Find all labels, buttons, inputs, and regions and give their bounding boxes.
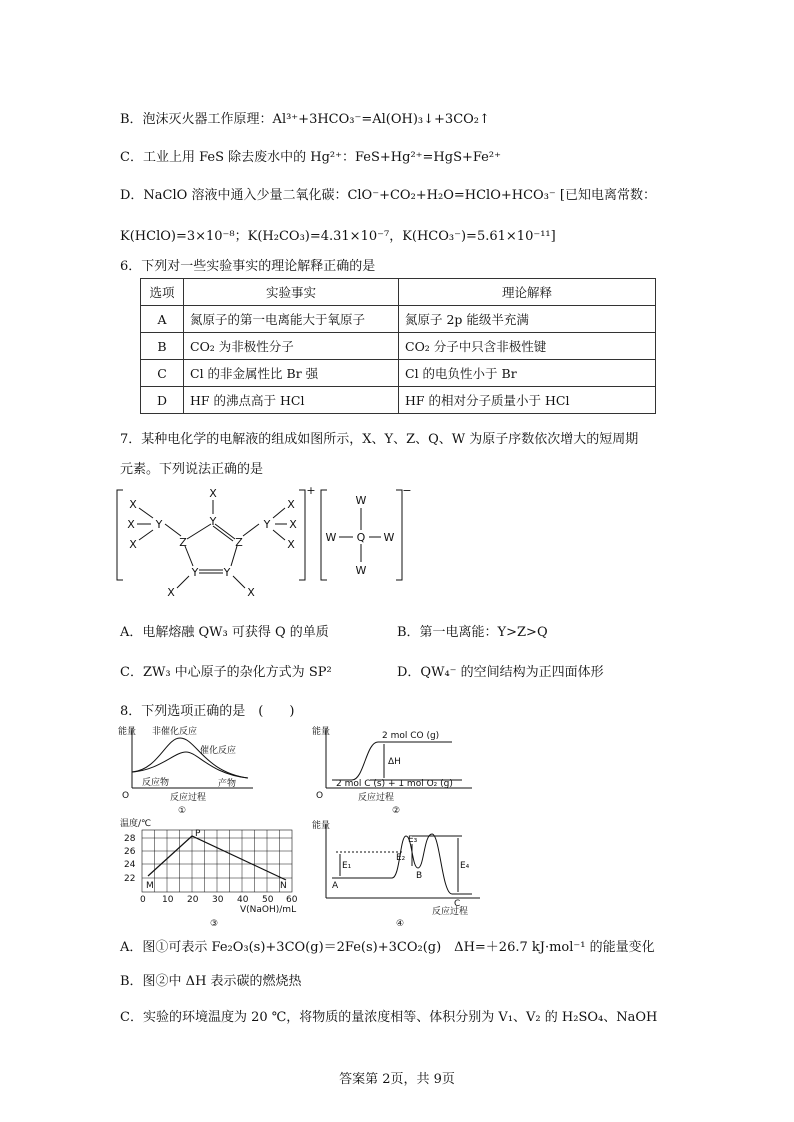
table-cell: CO₂ 为非极性分子 [184, 333, 399, 360]
fig4-e3: E₃ [408, 835, 418, 845]
ionic-liquid-structure [115, 484, 415, 602]
table-cell: C [141, 360, 184, 387]
fig3-xlabel: V(NaOH)/mL [240, 905, 297, 915]
fig3-xtick: 30 [212, 895, 224, 905]
atom-x: X [127, 518, 135, 531]
fig1-ylabel: 能量 [118, 727, 137, 737]
q6-table [140, 278, 656, 414]
table-header: 选项 [141, 279, 184, 306]
figure-2-combustion [312, 720, 492, 815]
fig2-dh: ΔH [388, 757, 401, 767]
fig4-point-c: C [454, 899, 461, 909]
fig3-point-m: M [146, 881, 154, 891]
option-b-line: B．泡沫灭火器工作原理：Al³⁺+3HCO₃⁻=Al(OH)₃↓+3CO₂↑ [120, 112, 490, 127]
q7-stem-line1: 7．某种电化学的电解液的组成如图所示，X、Y、Z、Q、W 为原子序数依次增大的短周期 [120, 432, 639, 447]
fig1-reactant: 反应物 [142, 778, 170, 788]
fig3-ylabel: 温度/℃ [120, 819, 152, 829]
fig3-point-p: P [195, 829, 201, 839]
fig3-ytick: 24 [124, 860, 136, 870]
table-header: 实验事实 [184, 279, 399, 306]
fig3-xtick: 40 [237, 895, 249, 905]
fig2-bottom-label: 2 mol C (s) + 1 mol O₂ (g) [336, 779, 453, 789]
option-d-line: D．NaClO 溶液中通入少量二氧化碳：ClO⁻+CO₂+H₂O=HClO+HCO₃⁻ [已知电离常数： [120, 188, 656, 203]
q8-option-a: A．图①可表示 Fe₂O₃(s)+3CO(g)＝2Fe(s)+3CO₂(g) ΔH=＋26.7 kJ·mol⁻¹ 的能量变化 [120, 940, 655, 955]
fig3-number: ③ [210, 919, 219, 928]
fig4-e2: E₂ [396, 853, 406, 863]
table-cell: 氮原子 2p 能级半充满 [399, 306, 656, 333]
q8-stem: 8．下列选项正确的是 ( ) [120, 704, 295, 719]
table-header: 理论解释 [399, 279, 656, 306]
fig2-ylabel: 能量 [312, 727, 331, 737]
atom-x: X [287, 498, 295, 511]
anion-charge: − [402, 484, 412, 497]
table-cell: HF 的相对分子质量小于 HCl [399, 387, 656, 414]
atom-x: X [209, 487, 217, 500]
q6-stem: 6．下列对一些实验事实的理论解释正确的是 [120, 259, 376, 274]
atom-w: W [355, 494, 367, 507]
table-cell: HF 的沸点高于 HCl [184, 387, 399, 414]
figure-4-energy-profile [312, 816, 492, 928]
atom-x: X [289, 518, 297, 531]
atom-x: X [129, 498, 137, 511]
fig3-ytick: 22 [124, 874, 136, 884]
fig1-origin: O [122, 791, 130, 801]
cation-charge: + [306, 484, 316, 497]
atom-q: Q [356, 531, 366, 544]
atom-x: X [287, 538, 295, 551]
fig1-number: ① [178, 806, 187, 815]
fig2-top-label: 2 mol CO (g) [382, 731, 440, 741]
figure-1-catalysis [118, 720, 268, 815]
q7-option-d: D．QW₄⁻ 的空间结构为正四面体形 [397, 665, 604, 680]
q7-option-b: B．第一电离能：Y>Z>Q [397, 625, 548, 640]
q7-option-a: A．电解熔融 QW₃ 可获得 Q 的单质 [120, 625, 329, 640]
fig4-ylabel: 能量 [312, 821, 331, 831]
atom-y: Y [209, 515, 217, 528]
table-row [141, 360, 656, 387]
table-cell: 氮原子的第一电离能大于氧原子 [184, 306, 399, 333]
atom-y: Y [263, 518, 271, 531]
table-row [141, 306, 656, 333]
atom-y: Y [191, 566, 199, 579]
atom-x: X [167, 586, 175, 599]
fig3-xtick: 0 [140, 895, 146, 905]
ionization-constants: K(HClO)=3×10⁻⁸；K(H₂CO₃)=4.31×10⁻⁷，K(HCO₃⁻)=5.61×10⁻¹¹] [120, 229, 556, 244]
fig4-xlabel: 反应过程 [432, 907, 469, 917]
fig4-point-b: B [416, 871, 423, 881]
atom-x: X [247, 586, 255, 599]
fig1-noncat: 非催化反应 [152, 727, 198, 737]
table-cell: A [141, 306, 184, 333]
table-header-row [141, 279, 656, 306]
figure-3-temperature [118, 816, 331, 928]
atom-z: Z [179, 536, 187, 549]
fig4-number: ④ [396, 919, 405, 928]
table-cell: CO₂ 分子中只含非极性键 [399, 333, 656, 360]
fig3-xtick: 50 [262, 895, 274, 905]
fig3-ytick: 28 [124, 834, 136, 844]
table-row [141, 333, 656, 360]
atom-z: Z [235, 536, 243, 549]
fig4-point-a: A [332, 881, 339, 891]
table-cell: Cl 的电负性小于 Br [399, 360, 656, 387]
atom-y: Y [223, 566, 231, 579]
atom-w: W [355, 564, 367, 577]
fig3-xtick: 60 [286, 895, 298, 905]
table-row [141, 387, 656, 414]
fig2-origin: O [316, 791, 324, 801]
fig4-e1: E₁ [342, 861, 352, 871]
q7-stem-line2: 元素。下列说法正确的是 [120, 462, 264, 477]
atom-w: W [383, 531, 395, 544]
table-cell: B [141, 333, 184, 360]
fig4-e4: E₄ [460, 861, 470, 871]
table-cell: D [141, 387, 184, 414]
atom-y: Y [155, 518, 163, 531]
page-footer: 答案第 2页，共 9页 [339, 1072, 455, 1087]
q8-option-b: B．图②中 ΔH 表示碳的燃烧热 [120, 974, 302, 989]
table-cell: Cl 的非金属性比 Br 强 [184, 360, 399, 387]
fig3-point-n: N [280, 881, 287, 891]
fig1-xlabel: 反应过程 [170, 793, 207, 803]
fig3-xtick: 10 [162, 895, 174, 905]
atom-w: W [325, 531, 337, 544]
fig3-ytick: 26 [124, 847, 136, 857]
atom-x: X [129, 538, 137, 551]
fig3-xtick: 20 [187, 895, 199, 905]
q8-option-c: C．实验的环境温度为 20 ℃，将物质的量浓度相等、体积分别为 V₁、V₂ 的 H₂SO₄、NaOH [120, 1010, 658, 1025]
fig1-product: 产物 [218, 779, 237, 789]
fig2-xlabel: 反应过程 [358, 793, 395, 803]
option-c-line: C．工业上用 FeS 除去废水中的 Hg²⁺：FeS+Hg²⁺=HgS+Fe²⁺ [120, 150, 501, 165]
fig2-number: ② [392, 806, 401, 815]
fig1-cat: 催化反应 [200, 746, 237, 756]
q7-option-c: C．ZW₃ 中心原子的杂化方式为 SP² [120, 665, 332, 680]
